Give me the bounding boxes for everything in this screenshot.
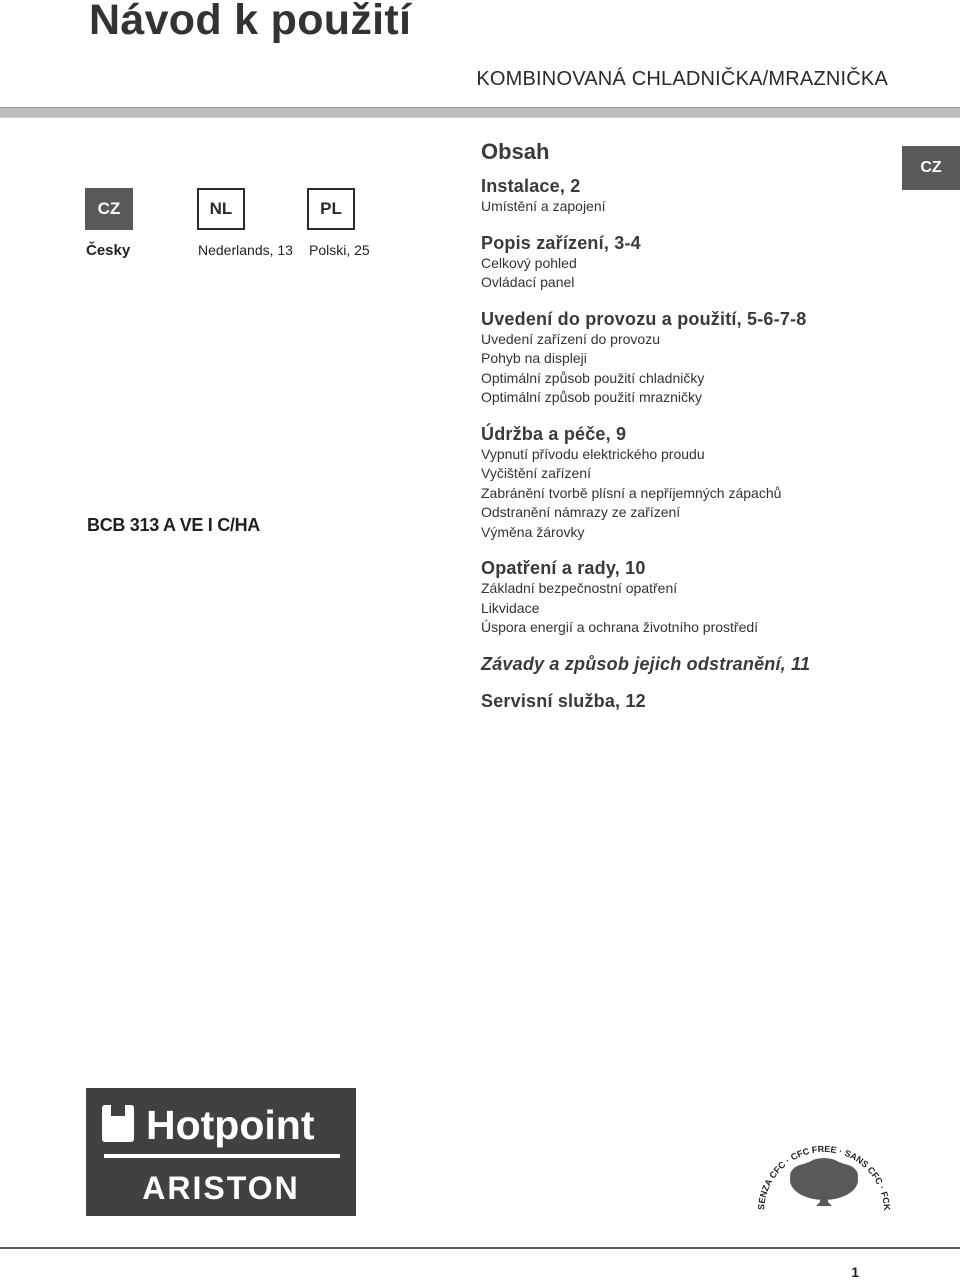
language-box-nl[interactable]: NL <box>197 188 245 230</box>
language-label-cz[interactable]: Česky <box>86 242 131 259</box>
language-label-pl[interactable]: Polski, 25 <box>309 242 370 258</box>
header-divider <box>0 107 960 118</box>
toc-item[interactable]: Vyčištění zařízení <box>481 465 591 481</box>
footer-divider <box>0 1247 960 1249</box>
toc-section <box>481 175 901 217</box>
toc-section-title[interactable]: Opatření a rady, 10 <box>481 558 646 578</box>
toc-section <box>481 690 901 712</box>
toc-section-title[interactable]: Závady a způsob jejich odstranění, 11 <box>481 653 811 674</box>
model-number: BCB 313 A VE I C/HA <box>87 515 261 535</box>
toc-item[interactable]: Výměna žárovky <box>481 523 585 540</box>
toc-section-title[interactable]: Údržba a péče, 9 <box>481 423 627 444</box>
table-of-contents <box>481 139 901 727</box>
toc-item[interactable]: Likvidace <box>481 599 540 616</box>
language-box-cz[interactable]: CZ <box>85 188 133 230</box>
toc-section-title[interactable]: Popis zařízení, 3-4 <box>481 232 641 253</box>
page-number: 1 <box>851 1264 859 1280</box>
brand-logo-graphic <box>86 1088 356 1216</box>
language-box-pl[interactable]: PL <box>307 188 355 230</box>
toc-item[interactable]: Celkový pohled <box>481 254 577 271</box>
toc-heading: Obsah <box>481 139 550 164</box>
page-title: Návod k použití <box>89 0 412 44</box>
toc-section <box>481 557 901 638</box>
toc-section <box>481 423 901 543</box>
toc-item[interactable]: Úspora energií a ochrana životního prostředí <box>481 619 759 635</box>
product-type-subtitle: KOMBINOVANÁ CHLADNIČKA/MRAZNIČKA <box>476 68 888 90</box>
cfc-free-icon <box>754 1134 894 1218</box>
toc-section <box>481 653 901 675</box>
toc-item[interactable]: Uvedení zařízení do provozu <box>481 330 660 347</box>
logo-text-line1: Hotpoint <box>146 1102 315 1148</box>
toc-section-title[interactable]: Uvedení do provozu a použití, 5-6-7-8 <box>481 308 807 329</box>
toc-item[interactable]: Umístění a zapojení <box>481 198 606 214</box>
logo-divider <box>104 1154 340 1158</box>
toc-item[interactable]: Zabránění tvorbě plísní a nepříjemných zápachů <box>481 484 782 501</box>
toc-item[interactable]: Vypnutí přívodu elektrického proudu <box>481 445 705 462</box>
hotpoint-ariston-logo <box>86 1088 356 1216</box>
language-side-tab: CZ <box>902 146 960 190</box>
language-label-nl[interactable]: Nederlands, 13 <box>198 242 293 258</box>
toc-item[interactable]: Základní bezpečnostní opatření <box>481 580 678 596</box>
cfc-badge-text: SENZA CFC · CFC FREE · SANS CFC · FCK <box>755 1143 893 1211</box>
toc-item[interactable]: Optimální způsob použití mrazničky <box>481 389 702 405</box>
toc-section <box>481 308 901 408</box>
toc-item[interactable]: Ovládací panel <box>481 274 575 290</box>
cfc-free-badge <box>754 1134 894 1218</box>
logo-text-line2: ARISTON <box>142 1170 300 1206</box>
toc-item[interactable]: Odstranění námrazy ze zařízení <box>481 504 681 520</box>
toc-item[interactable]: Optimální způsob použití chladničky <box>481 369 705 386</box>
toc-item[interactable]: Pohyb na displeji <box>481 350 587 366</box>
toc-section-title[interactable]: Instalace, 2 <box>481 176 581 196</box>
toc-section-title[interactable]: Servisní služba, 12 <box>481 690 646 711</box>
toc-section <box>481 232 901 293</box>
